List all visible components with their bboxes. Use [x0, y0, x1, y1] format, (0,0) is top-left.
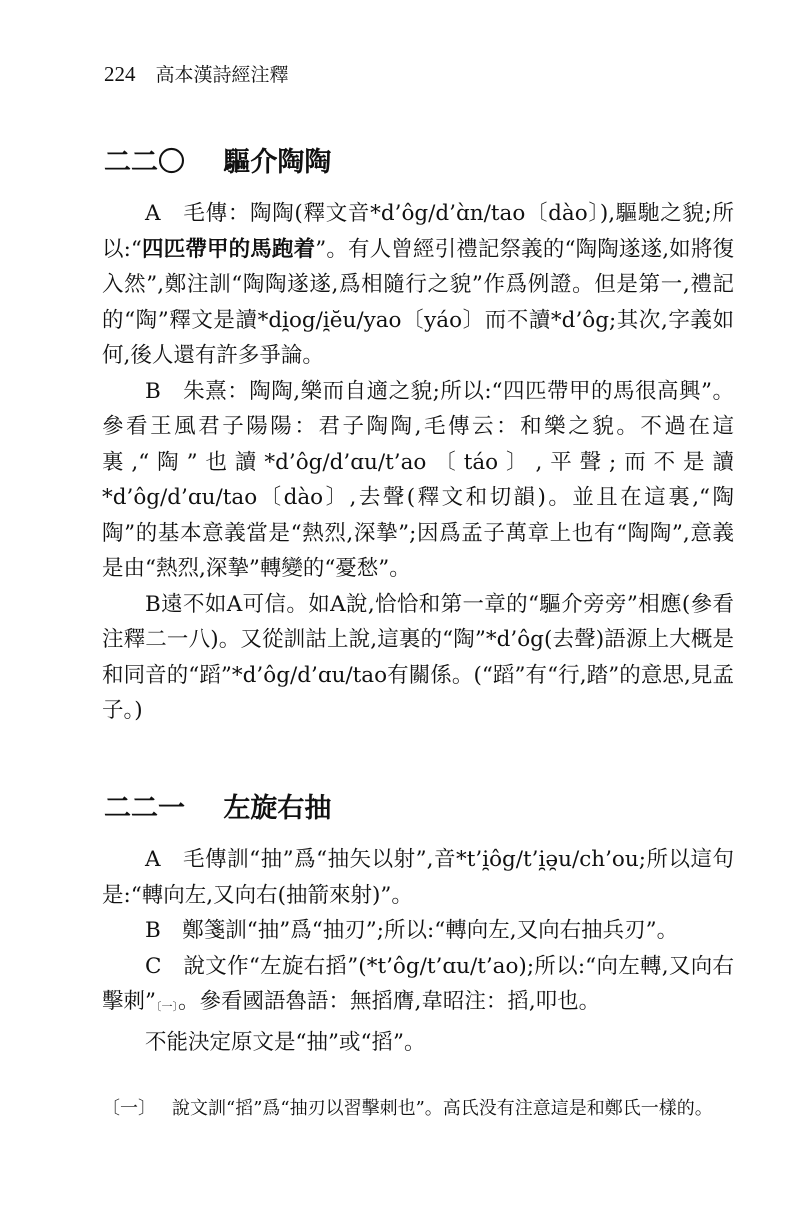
footnote-text: 說文訓“搯”爲“抽刃以習擊刺也”。高氏没有注意這是和鄭氏一樣的。 — [172, 1098, 713, 1119]
section-220-para-a — [102, 196, 734, 374]
section-221-para-b: B 鄭箋訓“抽”爲“抽刃”;所以:“轉向左,又向右抽兵刃”。 — [145, 918, 679, 943]
section-221-conclusion: 不能決定原文是“抽”或“搯”。 — [145, 1029, 426, 1055]
section-220-number: 二二〇 — [104, 147, 185, 178]
section-220-heading — [104, 140, 331, 179]
para-a-text-1: A 毛傳：陶陶(釋文音*d’ôg/d’ɑ̀n/tao〔dào〕),驅馳之貌;所以:“ — [102, 201, 734, 262]
section-221-para-c — [102, 949, 734, 1025]
para-c-text-2: 。參看國語魯語：無搯膺,韋昭注：搯,叩也。 — [178, 989, 601, 1014]
footnote-mark: 〔一〕 — [102, 1098, 156, 1119]
book-title: 高本漢詩經注釋 — [155, 64, 289, 86]
section-221-body — [102, 842, 734, 1060]
section-220-body — [102, 196, 734, 729]
section-221-title: 左旋右抽 — [223, 793, 332, 824]
footnote — [102, 1094, 742, 1120]
para-c-text-1: C 說文作“左旋右搯”(*t’ôg/t’ɑu/t’ao);所以:“向左轉,又向右擊刺” — [102, 953, 734, 1014]
section-220-title: 驅介陶陶 — [223, 147, 332, 178]
page-number: 224 — [104, 62, 136, 86]
section-221-para-a: A 毛傳訓“抽”爲“抽矢以射”,音*t’i̯ôg/t’i̯ə̯u/ch’ou;所以這句是:“轉向左,又向右(抽箭來射)”。 — [102, 847, 734, 908]
section-220-para-b: B 朱熹：陶陶,樂而自適之貌;所以:“四匹帶甲的馬很高興”。參看王風君子陽陽：君子陶陶,毛傳云：和樂之貌。不過在這裏,“陶”也讀*d’ôg/d’ɑu/t’ao〔táo〕,平聲;而不是讀*d’ôg/d’ɑu/tao〔dào〕,去聲(釋文和切韻)。並且在這裏,“陶陶”的基本意義當是“熱烈,深摯”;因爲孟子萬章上也有“陶陶”,意義是由“熱烈,深摯”轉變的“憂愁”。 — [102, 378, 734, 581]
section-220-conclusion: B遠不如A可信。如A說,恰恰和第一章的“驅介旁旁”相應(參看注釋二一八)。又從訓詁上說,這裏的“陶”*d’ôg(去聲)語源上大概是和同音的“蹈”*d’ôg/d’ɑu/tao有關係。(“蹈”有“行,踏”的意思,見孟子。) — [102, 591, 734, 723]
para-a-text-2: ”。有人曾經引禮記祭義的“陶陶遂遂,如將復入然”,鄭注訓“陶陶遂遂,爲相隨行之貌”作爲例證。但是第一,禮記的“陶”釋文是讀*di̯og/i̯ĕu/yao〔yáo〕而不讀*d’ôg;其次,字義如何,後人還有許多爭論。 — [102, 236, 734, 368]
para-a-bold-phrase: 四匹帶甲的馬跑着 — [141, 236, 316, 262]
section-221-heading — [104, 786, 331, 825]
section-221-number: 二二一 — [104, 793, 185, 824]
running-head — [104, 60, 289, 87]
footnote-ref: 〔一〕 — [156, 1000, 178, 1013]
